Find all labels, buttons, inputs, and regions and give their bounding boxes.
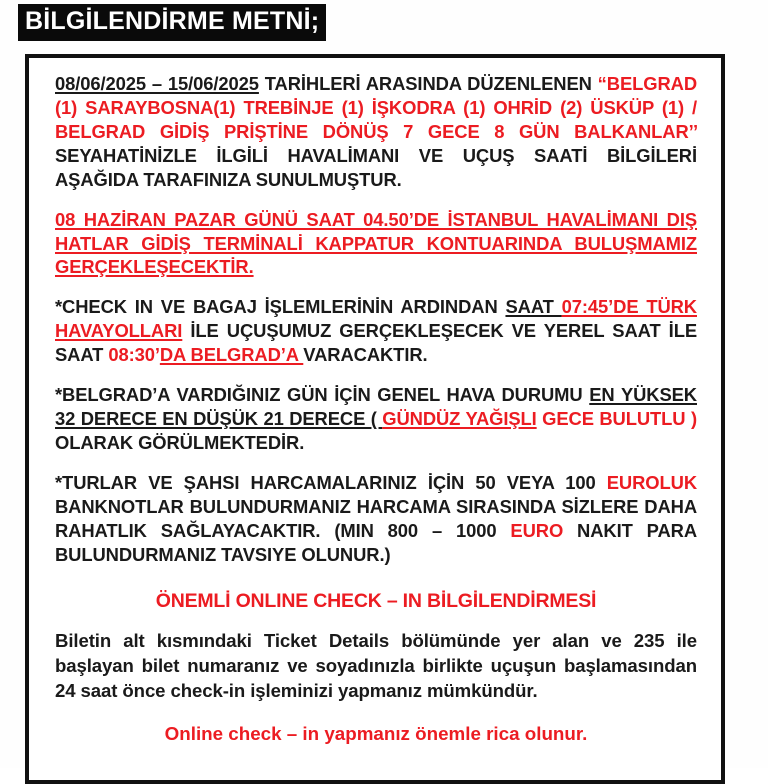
currency-euro: EURO (510, 519, 564, 541)
weather-tail-text: OLARAK GÖRÜLMEKTEDİR. (55, 431, 305, 453)
page-title: BİLGİLENDİRME METNİ; (18, 4, 326, 41)
tour-summary-tail: SEYAHATİNİZLE İLGİLİ HAVALİMANI VE UÇUŞ SAATİ BİLGİLERİ AŞAĞIDA TARAFINIZA SUNULMUŞTUR. (55, 144, 697, 190)
checkin-baggage-text: *CHECK IN VE BAGAJ İŞLEMLERİNİN ARDINDAN (55, 296, 506, 318)
weather-day-condition: GÜNDÜZ YAĞIŞLI (382, 408, 537, 430)
flight-middle-text: İLE UÇUŞUMUZ GERÇEKLEŞECEK VE YEREL SAAT İLE SAAT (55, 320, 697, 366)
online-checkin-body: Biletin alt kısmındaki Ticket Details bölümünde yer alan ve 235 ile başlayan bilet numaranız ve soyadınızla birlikte uçuşun başlamasından 24 saat önce check-in işleminizi yapmanız mümkündür. (55, 629, 697, 701)
weather-temperatures: EN YÜKSEK 32 DERECE EN DÜŞÜK 21 DERECE ( (55, 384, 697, 430)
weather-night-condition: GECE BULUTLU ) (536, 408, 697, 430)
arrival-destination: DA BELGRAD’A (159, 344, 304, 366)
document-title-container (18, 4, 326, 41)
currency-euroluk: EUROLUK (606, 471, 697, 493)
currency-intro-text: *TURLAR VE ŞAHSI HARCAMALARINIZ İÇİN 50 VEYA 100 (55, 471, 607, 493)
weather-intro-text: *BELGRAD’A VARDIĞINIZ GÜN İÇİN GENEL HAVA DURUMU (55, 384, 590, 406)
tour-name: “BELGRAD (1) SARAYBOSNA(1) TREBİNJE (1) İŞKODRA (1) OHRİD (2) ÜSKÜP (1) / BELGRAD GİDİŞ PRİŞTİNE DÖNÜŞ 7 GECE 8 GÜN BALKANLAR’’ (55, 73, 697, 142)
tour-date-range: 08/06/2025 – 15/06/2025 (55, 73, 259, 94)
notice-box (25, 54, 725, 784)
paragraph-flight-details (55, 295, 697, 367)
online-checkin-footer-note: Online check – in yapmanız önemle rica olunur. (164, 722, 588, 744)
online-checkin-heading: ÖNEMLİ ONLINE CHECK – IN BİLGİLENDİRMESİ (155, 589, 597, 612)
currency-middle-text: BANKNOTLAR BULUNDURMANIZ HARCAMA SIRASINDA SİZLERE DAHA RAHATLIK SAĞLAYACAKTIR. (MIN 800 – 1000 (55, 495, 697, 541)
paragraph-tour-summary (55, 72, 697, 192)
paragraph-currency-advice (55, 471, 697, 567)
departure-time-label: SAAT (505, 296, 562, 318)
paragraph-meeting-point: 08 HAZİRAN PAZAR GÜNÜ SAAT 04.50’DE İSTANBUL HAVALİMANI DIŞ HATLAR GİDİŞ TERMİNALİ KAPPATUR KONTUARINDA BULUŞMAMIZ GERÇEKLEŞECEKTİR. (55, 208, 697, 278)
arrival-time: 08:30’ (108, 344, 160, 366)
tour-intro-text: TARİHLERİ ARASINDA DÜZENLENEN (258, 73, 598, 94)
paragraph-weather (55, 383, 697, 455)
departure-time-airline: 07:45’DE TÜRK HAVAYOLLARI (55, 296, 697, 342)
flight-tail-text: VARACAKTIR. (303, 344, 428, 366)
currency-tail-text: NAKIT PARA BULUNDURMANIZ TAVSIYE OLUNUR.) (55, 519, 697, 565)
